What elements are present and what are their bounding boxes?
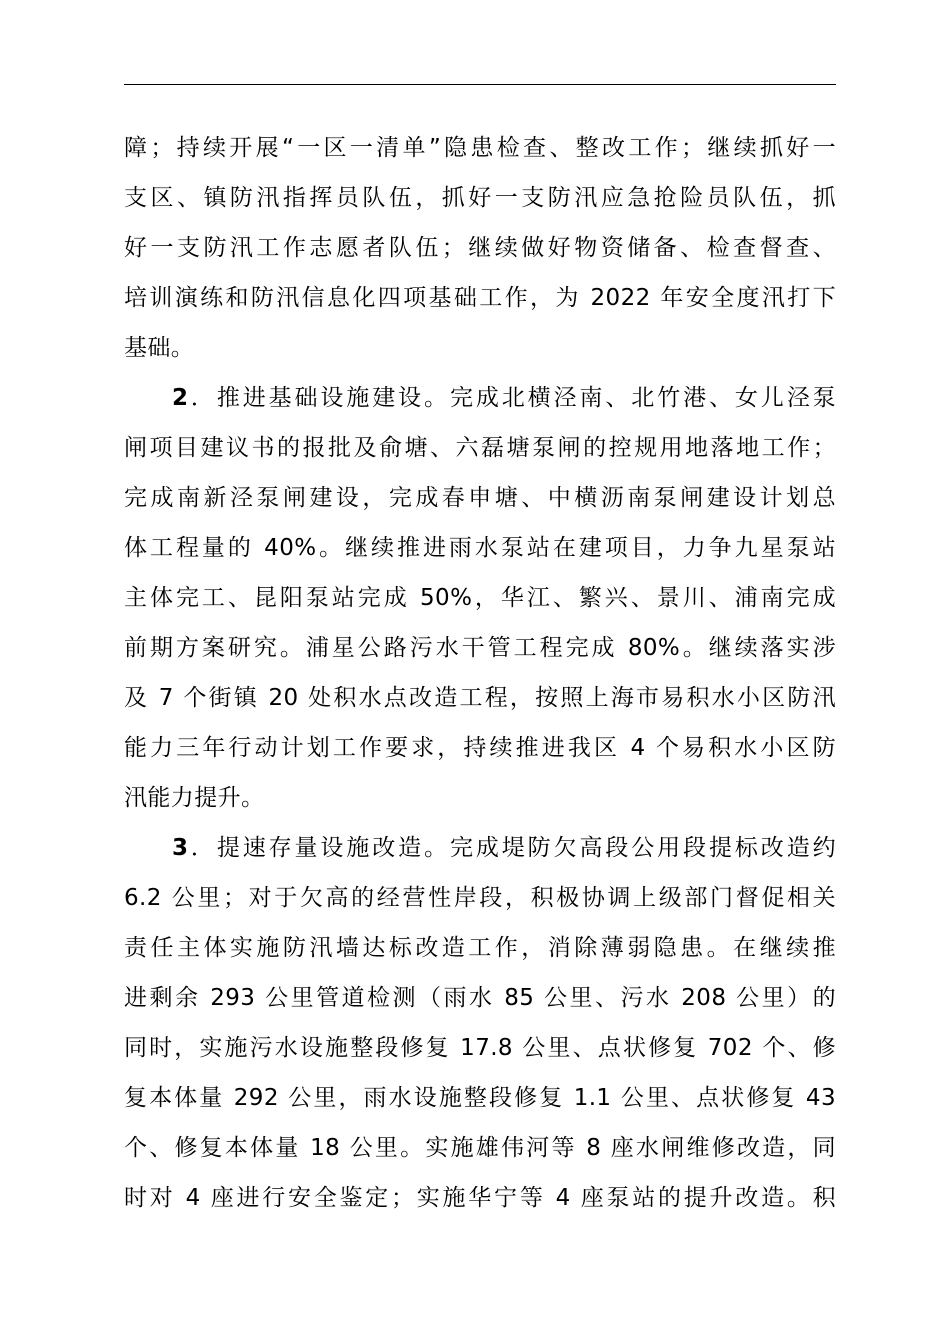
text-span: ．提速存量设施改造。完成堤防欠高段公用段提标改造约	[188, 835, 836, 861]
text-line: 障；持续开展“一区一清单”隐患检查、整改工作；继续抓好一	[124, 135, 836, 161]
text-line: 支区、镇防汛指挥员队伍，抓好一支防汛应急抢险员队伍，抓	[124, 185, 836, 211]
text-line: 进剩余 293 公里管道检测（雨水 85 公里、污水 208 公里）的	[124, 985, 836, 1011]
text-line: 汛能力提升。	[124, 785, 265, 811]
text-line: 闸项目建议书的报批及俞塘、六磊塘泵闸的控规用地落地工作；	[124, 435, 836, 461]
text-line: 好一支防汛工作志愿者队伍；继续做好物资储备、检查督查、	[124, 235, 836, 261]
paragraph-first-line	[172, 383, 836, 413]
header-rule	[124, 84, 836, 85]
item-number: 3	[172, 835, 189, 861]
text-line: 时对 4 座进行安全鉴定；实施华宁等 4 座泵站的提升改造。积	[124, 1185, 836, 1211]
text-line: 个、修复本体量 18 公里。实施雄伟河等 8 座水闸维修改造，同	[124, 1135, 836, 1161]
text-line: 完成南新泾泵闸建设，完成春申塘、中横沥南泵闸建设计划总	[124, 485, 836, 511]
text-line: 复本体量 292 公里，雨水设施整段修复 1.1 公里、点状修复 43	[124, 1085, 836, 1111]
text-line: 前期方案研究。浦星公路污水干管工程完成 80%。继续落实涉	[124, 635, 836, 661]
text-line: 基础。	[124, 335, 195, 361]
text-line: 体工程量的 40%。继续推进雨水泵站在建项目，力争九星泵站	[124, 535, 836, 561]
item-number: 2	[172, 385, 189, 411]
text-line: 培训演练和防汛信息化四项基础工作，为 2022 年安全度汛打下	[124, 285, 836, 311]
text-line: 责任主体实施防汛墙达标改造工作，消除薄弱隐患。在继续推	[124, 935, 836, 961]
text-span: ．推进基础设施建设。完成北横泾南、北竹港、女儿泾泵	[188, 385, 836, 411]
text-line: 同时，实施污水设施整段修复 17.8 公里、点状修复 702 个、修	[124, 1035, 836, 1061]
text-line: 能力三年行动计划工作要求，持续推进我区 4 个易积水小区防	[124, 735, 836, 761]
text-line: 及 7 个街镇 20 处积水点改造工程，按照上海市易积水小区防汛	[124, 685, 836, 711]
paragraph-first-line	[172, 833, 836, 863]
text-line: 主体完工、昆阳泵站完成 50%，华江、繁兴、景川、浦南完成	[124, 585, 836, 611]
text-line: 6.2 公里；对于欠高的经营性岸段，积极协调上级部门督促相关	[124, 885, 836, 911]
